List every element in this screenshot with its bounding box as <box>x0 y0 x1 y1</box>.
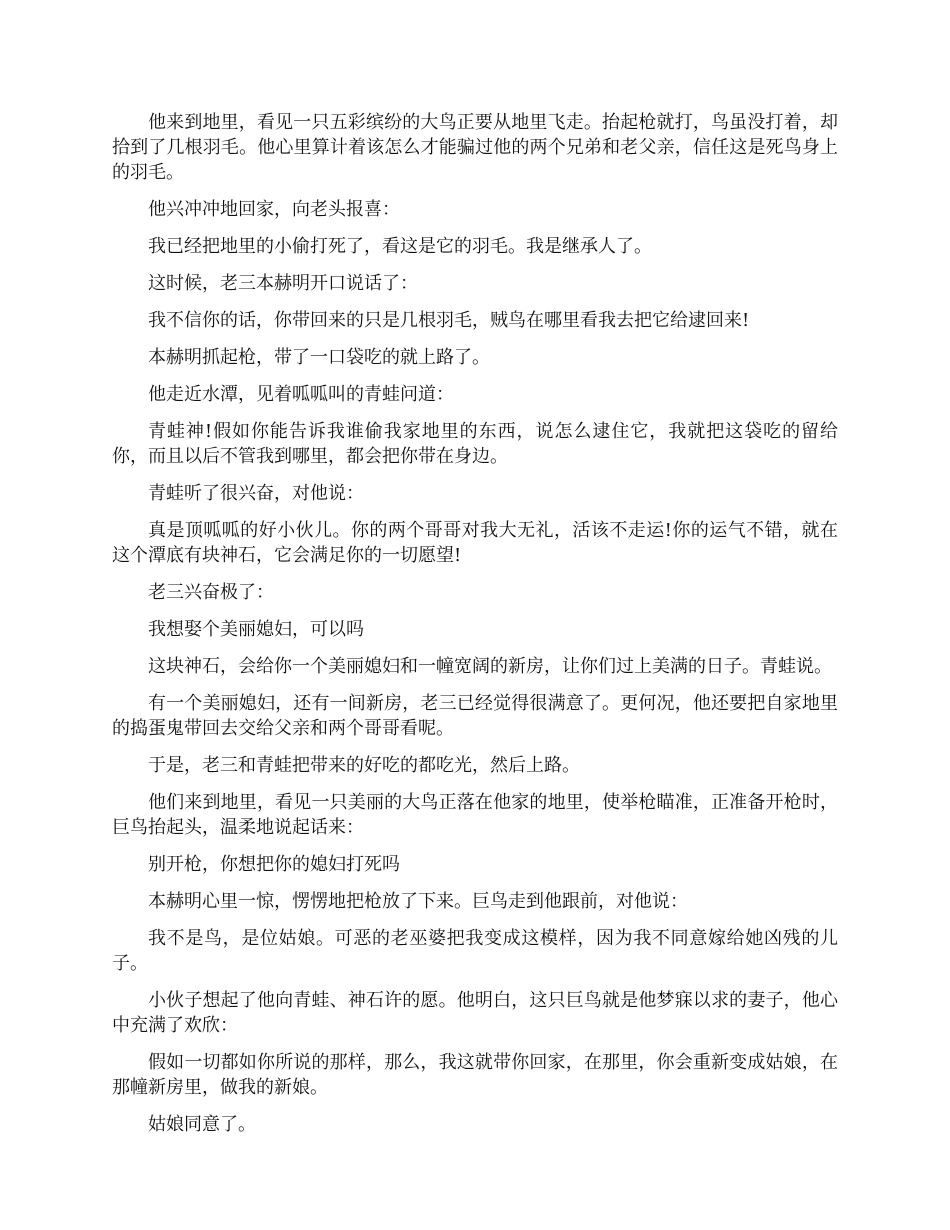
paragraph-22: 姑娘同意了。 <box>148 1114 256 1135</box>
paragraph-5: 我不信你的话，你带回来的只是几根羽毛，贼鸟在哪里看我去把它给逮回来! <box>148 310 750 331</box>
paragraph-3: 我已经把地里的小偷打死了，看这是它的羽毛。我是继承人了。 <box>148 236 652 257</box>
paragraph-6: 本赫明抓起枪，带了一口袋吃的就上路了。 <box>148 347 490 368</box>
paragraph-20: 小伙子想起了他向青蛙、神石许的愿。他明白，这只巨鸟就是他梦寐以求的妻子，他心中充满了欢欣： <box>112 990 838 1036</box>
paragraph-1: 他来到地里，看见一只五彩缤纷的大鸟正要从地里飞走。抬起枪就打，鸟虽没打着，却拾到了几根羽毛。他心里算计着该怎么才能骗过他的两个兄弟和老父亲，信任这是死鸟身上的羽毛。 <box>112 112 838 183</box>
paragraph-16: 他们来到地里，看见一只美丽的大鸟正落在他家的地里，使举枪瞄准，正准备开枪时，巨鸟抬起头，温柔地说起话来： <box>112 792 838 838</box>
paragraph-21: 假如一切都如你所说的那样，那么，我这就带你回家，在那里，你会重新变成姑娘，在那幢新房里，做我的新娘。 <box>112 1052 838 1098</box>
paragraph-14: 有一个美丽媳妇，还有一间新房，老三已经觉得很满意了。更何况，他还要把自家地里的捣蛋鬼带回去交给父亲和两个哥哥看呢。 <box>112 693 838 739</box>
paragraph-13: 这块神石，会给你一个美丽媳妇和一幢宽阔的新房，让你们过上美满的日子。青蛙说。 <box>148 656 832 677</box>
paragraph-2: 他兴冲冲地回家，向老头报喜： <box>148 199 400 220</box>
paragraph-4: 这时候，老三本赫明开口说话了： <box>148 273 418 294</box>
paragraph-12: 我想娶个美丽媳妇，可以吗 <box>148 619 364 640</box>
story-text <box>112 110 838 1149</box>
paragraph-18: 本赫明心里一惊，愣愣地把枪放了下来。巨鸟走到他跟前，对他说： <box>148 891 688 912</box>
paragraph-11: 老三兴奋极了： <box>148 582 274 603</box>
paragraph-10: 真是顶呱呱的好小伙儿。你的两个哥哥对我大无礼，活该不走运!你的运气不错，就在这个潭底有块神石，它会满足你的一切愿望! <box>112 520 838 566</box>
paragraph-9: 青蛙听了很兴奋，对他说： <box>148 483 364 504</box>
paragraph-19: 我不是鸟，是位姑娘。可恶的老巫婆把我变成这模样，因为我不同意嫁给她凶残的儿子。 <box>112 928 838 974</box>
paragraph-8: 青蛙神!假如你能告诉我谁偷我家地里的东西，说怎么逮住它，我就把这袋吃的留给你，而且以后不管我到哪里，都会把你带在身边。 <box>112 421 838 467</box>
paragraph-17: 别开枪，你想把你的媳妇打死吗 <box>148 854 400 875</box>
paragraph-7: 他走近水潭，见着呱呱叫的青蛙问道： <box>148 384 454 405</box>
paragraph-15: 于是，老三和青蛙把带来的好吃的都吃光，然后上路。 <box>148 755 580 776</box>
